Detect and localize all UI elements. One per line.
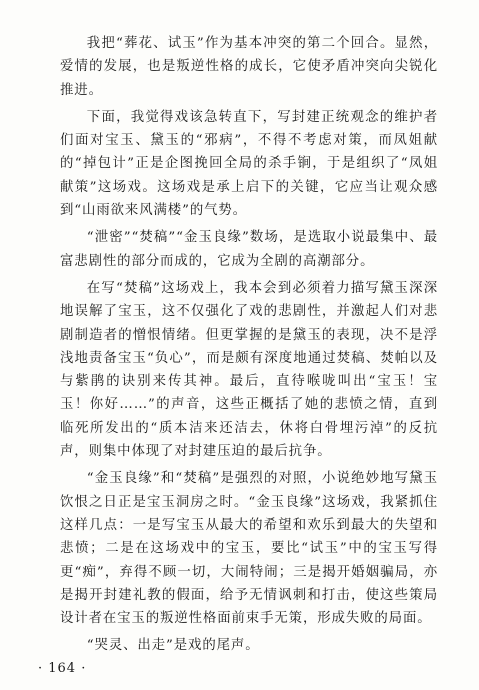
paragraph-3: “泄密”“焚稿”“金玉良缘”数场，是选取小说最集中、最富悲剧性的部分而成的，它成为全剧的高潮部分。 bbox=[60, 230, 438, 269]
paragraph-4: 在写“焚稿”这场戏上，我本会到必须着力描写黛玉深深地误解了宝玉，这不仅强化了戏的悲剧性，并激起人们对悲剧制造者的憎恨情绪。但更掌握的是黛玉的表现，决不是浮浅地责备宝玉“负心”，而是颇有深度地通过焚稿、焚帕以及与紫鹃的诀别来传其神。最后，直待喉咙叫出“宝玉！宝玉！你好……”的声音，这些正概括了她的悲愤之情，直到临死所发出的“质本洁来还洁去，休将白骨埋污淖”的反抗声，则集中体现了对封建压迫的最后抗争。 bbox=[60, 280, 438, 460]
page-body bbox=[60, 32, 438, 662]
paragraph-6: “哭灵、出走”是戏的尾声。 bbox=[86, 638, 260, 654]
paragraph-1: 我把“葬花、试玉”作为基本冲突的第二个回合。显然，爱情的发展，也是叛逆性格的成长，它使矛盾冲突向尖锐化推进。 bbox=[60, 36, 438, 98]
page-number: · 164 · bbox=[38, 661, 87, 676]
paragraph-2: 下面，我觉得戏该急转直下，写封建正统观念的维护者们面对宝玉、黛玉的“邪病”，不得不考虑对策，而凤姐献的“掉包计”正是企图挽回全局的杀手锏，于是组织了“凤姐献策”这场戏。这场戏是承上启下的关键，它应当让观众感到“山雨欲来风满楼”的气势。 bbox=[60, 109, 438, 219]
paragraph-5: “金玉良缘”和“焚稿”是强烈的对照，小说绝妙地写黛玉饮恨之日正是宝玉洞房之时。“金玉良缘”这场戏，我紧抓住这样几点：一是写宝玉从最大的希望和欢乐到最大的失望和悲愤；二是在这场戏中的宝玉，要比“试玉”中的宝玉写得更“痴”，弃得不顾一切，大闹特闹；三是揭开婚姻骗局，亦是揭开封建礼教的假面，给予无情讽刺和打击，使这些策局设计者在宝玉的叛逆性格面前束手无策，形成失败的局面。 bbox=[60, 471, 438, 627]
